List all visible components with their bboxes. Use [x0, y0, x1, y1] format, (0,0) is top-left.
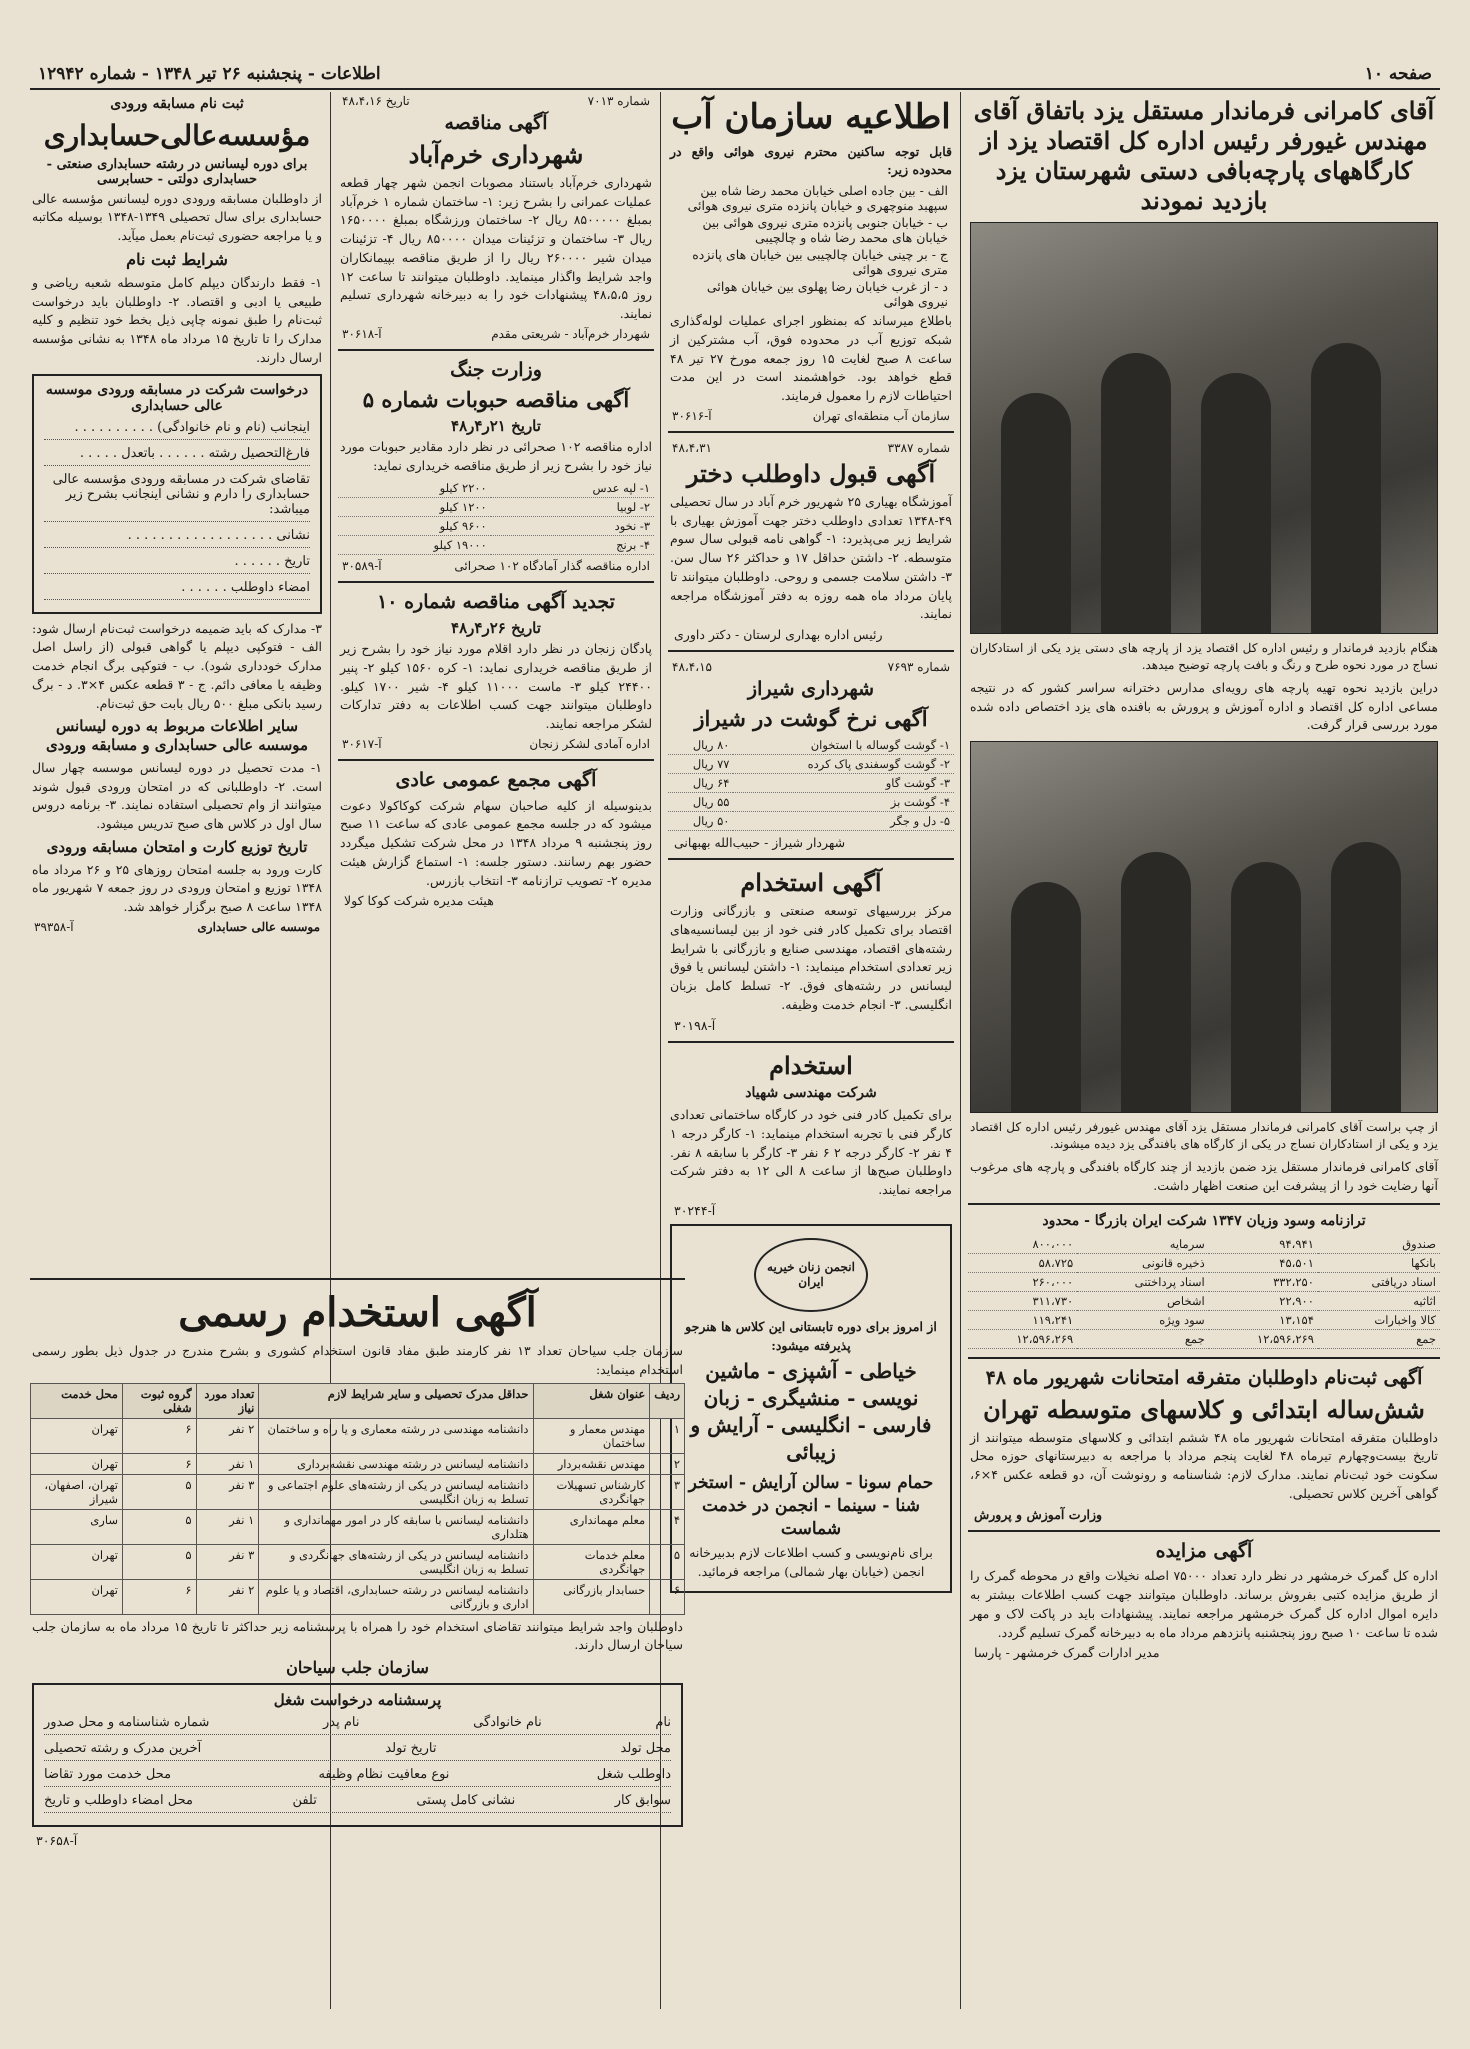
institute-sub-1: برای دوره لیسانس در رشته حسابداری صنعتی - — [46, 156, 308, 172]
employment-cell: معلم خدمات جهانگردی — [533, 1544, 650, 1579]
headline: آقای کامرانی فرماندار مستقل یزد باتفاق آقای مهندس غیورفر رئیس اداره کل اقتصاد یزد از کارگاههای پارچه‌بافی دستی شهرستان یزد بازدید نمودند — [973, 96, 1435, 215]
employment-cell: حسابدار بازرگانی — [533, 1579, 650, 1614]
job-form-fields — [40, 1715, 675, 1813]
water-area-list — [668, 183, 954, 309]
ad-title: آگهی مجمع عمومی عادی — [395, 768, 597, 791]
employment-cell: ۶ — [122, 1453, 196, 1474]
meat-price-cell: ۵۰ ریال — [668, 812, 733, 831]
ad-signature: رئیس اداره بهداری لرستان - دکتر داوری — [674, 627, 883, 642]
auction-title: آگهی مزایده — [1155, 1539, 1253, 1562]
balance-cell: کالا واخبارات — [1318, 1310, 1440, 1329]
ad-body: آموزشگاه بهیاری ۲۵ شهریور خرم آباد در سال تحصیلی ۴۹-۱۳۴۸ تعدادی داوطلب دختر جهت آموزش بهیاری با شرایط زیر می‌پذیرد: ۱- گواهی نامه قبولی سال سوم متوسطه. ۲- داشتن حداقل ۱۷ و حداکثر ۲۶ سال سن. ۳- داشتن سلامت جسمی و روحی. داوطلبان میتوانند تا پایان مرداد ماه همه روزه به دفتر آموزشگاه مراجعه نمایند. — [670, 493, 953, 622]
job-form-field: تلفن — [292, 1793, 317, 1808]
meat-price-row — [668, 774, 954, 793]
ad-org: شهرداری شیراز — [747, 678, 875, 700]
balance-cell: جمع — [1318, 1329, 1440, 1348]
employment-cell: ۳ — [650, 1474, 685, 1509]
balance-cell: ۲۲،۹۰۰ — [1209, 1291, 1318, 1310]
employment-cell: ۲ نفر — [196, 1418, 259, 1453]
ad-org: وزارت جنگ — [450, 358, 542, 381]
auction-text: اداره کل گمرک خرمشهر در نظر دارد تعداد ۷۵۰۰۰ اصله نخیلات واقع در محوطه گمرک را از طریق مزایده کتبی بفروش برساند. داوطلبان میتوانند جهت کسب اطلاعات بیشتر به دایره اموال اداره کل گمرک خرمشهر مراجعه نمایند. پیشنهادات باید در پاکت لاک و مهر شده تا ساعت ۱۰ صبح روز پنجشنبه پانزدهم مرداد ماه به دبیرخانه گمرک تسلیم گردد. — [970, 1568, 1438, 1640]
institute-intro: از داوطلبان مسابقه ورودی دوره لیسانس مؤسسه عالی حسابداری برای سال تحصیلی ۱۳۴۹-۱۳۴۸ بوسیله مکاتبه و یا مراجعه حضوری ثبت‌نام بعمل میآید. — [32, 190, 322, 243]
notice-subtitle: شش‌ساله ابتدائی و کلاسهای متوسطه تهران — [983, 1394, 1425, 1424]
ad-footer — [342, 737, 650, 751]
job-form-field: سوابق کار — [614, 1793, 671, 1808]
ad-org: شهرداری خرم‌آباد — [408, 139, 584, 169]
employment-title: آگهی استخدام رسمی — [178, 1289, 537, 1336]
balance-cell: ۱۲،۵۹۶،۲۶۹ — [968, 1329, 1077, 1348]
ad-date: تاریخ ۲۶ر۴ر۴۸ — [451, 619, 541, 637]
divider — [668, 1041, 954, 1043]
column-rule — [960, 92, 961, 2009]
ad-body: بدینوسیله از کلیه صاحبان سهام شرکت کوکاکولا دعوت میشود که در جلسه مجمع عمومی عادی که ساعت ۱۱ صبح روز پنجشنبه ۹ مرداد ۱۳۴۸ در محل شرکت تشکیل میگردد حضور بهم رسانند. دستور جلسه: ۱- استماع گزارش هیئت مدیره ۲- تصویب ترازنامه ۳- انتخاب بازرس. — [340, 797, 653, 888]
ad-org: شرکت مهندسی شهیاد — [745, 1084, 877, 1101]
form-line: اینجانب (نام و نام خانوادگی) . . . . . . . . . . — [44, 420, 310, 440]
ad-title: آگهی قبول داوطلب دختر — [686, 458, 936, 488]
ad-code: آ-۳۰۶۱۶ — [672, 408, 712, 423]
balance-row — [968, 1253, 1440, 1272]
balance-cell: صندوق — [1318, 1235, 1440, 1254]
meat-price-row — [668, 793, 954, 812]
employment-cell: دانشنامه لیسانس در یکی از رشته‌های علوم اجتماعی و تسلط به زبان انگلیسی — [259, 1474, 533, 1509]
employment-cell: ۳ نفر — [196, 1544, 259, 1579]
form-line: نشانی . . . . . . . . . . . . . . . . . . — [44, 528, 310, 548]
grain-cell: ۹۶۰۰ کیلو — [338, 517, 491, 536]
employment-cell: ساری — [31, 1509, 123, 1544]
employment-cell: ۵ — [122, 1509, 196, 1544]
employment-row — [31, 1418, 685, 1453]
employment-row — [31, 1474, 685, 1509]
divider — [668, 650, 954, 652]
form-line: تاریخ . . . . . . — [44, 554, 310, 574]
form-line: امضاء داوطلب . . . . . . — [44, 580, 310, 600]
ad-code: آ-۳۰۲۴۴ — [674, 1202, 716, 1218]
balance-cell: ۱۱۹،۲۴۱ — [968, 1310, 1077, 1329]
ad-meta — [672, 660, 950, 674]
job-application-form — [32, 1683, 683, 1827]
job-form-row — [44, 1793, 671, 1813]
grain-cell: ۳- نخود — [491, 517, 654, 536]
grain-cell: ۱۹۰۰۰ کیلو — [338, 536, 491, 555]
divider — [968, 1203, 1440, 1205]
employment-cell: ۱ نفر — [196, 1453, 259, 1474]
employment-footer: داوطلبان واجد شرایط میتوانند تقاضای استخدام خود را همراه با پرسشنامه زیر حداکثر تا تاریخ ۱۵ مرداد ماه به سازمان جلب سیاحان ارسال دارند. — [32, 1618, 683, 1653]
form-title: درخواست شرکت در مسابقه ورودی موسسه عالی حسابداری — [45, 381, 309, 414]
balance-cell: ۸۰۰،۰۰۰ — [968, 1235, 1077, 1254]
employment-cell: معلم مهمانداری — [533, 1509, 650, 1544]
employment-table — [30, 1383, 685, 1615]
column-3 — [338, 92, 654, 1259]
society-logo: انجمن زنان خیریه ایران — [754, 1238, 868, 1312]
meat-price-cell: ۶۴ ریال — [668, 774, 733, 793]
ad-title: آگهی نرخ گوشت در شیراز — [694, 705, 928, 731]
employment-cell: تهران — [31, 1418, 123, 1453]
notice-text: داوطلبان متفرقه امتحانات شهریور ماه ۴۸ ششم ابتدائی و کلاسهای متوسطه میتوانند از تاریخ بیست‌وچهارم تیرماه ۴۸ لغایت پنجم مرداد با مراجعه به دبیرستانهای حوزه محل سکونت خود ثبت‌نام نمایند. مدارک لازم: شناسنامه و رونوشت آن، دو قطعه عکس ۴×۶، گواهی آخرین کلاس تحصیلی. — [970, 1429, 1439, 1501]
meat-price-cell: ۳- گوشت گاو — [733, 774, 954, 793]
job-form-field: نوع معافیت نظام وظیفه — [318, 1767, 450, 1782]
employment-cell: ۳ نفر — [196, 1474, 259, 1509]
exam-date-body: کارت ورود به جلسه امتحان روزهای ۲۵ و ۲۶ مرداد ماه ۱۳۴۸ توزیع و امتحان ورودی در روز جمعه ۷ شهریور ماه ۱۳۴۸ ساعت ۸ صبح برگزار خواهد شد. — [32, 861, 322, 914]
employment-cell: ۱ — [650, 1418, 685, 1453]
page-header — [30, 60, 1440, 90]
ad-signature: اداره مناقصه گذار آمادگاه ۱۰۲ صحرائی — [454, 559, 650, 574]
water-notice-signature: سازمان آب منطقه‌ای تهران — [812, 408, 950, 423]
column-1 — [968, 92, 1440, 2009]
ad-date: تاریخ ۴۸،۴،۱۶ — [342, 94, 410, 108]
employment-cell: تهران، اصفهان، شیراز — [31, 1474, 123, 1509]
balance-cell: ۲۶۰،۰۰۰ — [968, 1272, 1077, 1291]
ad-date: ۴۸،۴،۱۵ — [672, 660, 712, 674]
ad-date: تاریخ ۲۱ر۴ر۴۸ — [451, 416, 541, 435]
employment-column-header: حداقل مدرک تحصیلی و سایر شرایط لازم — [259, 1383, 533, 1418]
employment-signature: سازمان جلب سیاحان — [286, 1658, 429, 1677]
photo-figure — [1121, 852, 1191, 1112]
balance-cell: ۱۳،۱۵۴ — [1209, 1310, 1318, 1329]
grain-cell: ۲۲۰۰ کیلو — [338, 479, 491, 498]
water-area-item: د - از غرب خیابان رضا پهلوی بین خیابان هوائی نیروی هوائی — [706, 279, 948, 309]
employment-row — [31, 1579, 685, 1614]
balance-cell: سرمایه — [1077, 1235, 1208, 1254]
exam-head: ثبت نام مسابقه ورودی — [110, 96, 244, 112]
job-form-field: محل امضاء داوطلب و تاریخ — [44, 1793, 193, 1808]
other-info-title: سایر اطلاعات مربوط به دوره لیسانس موسسه عالی حسابداری و مسابقه ورودی — [45, 717, 309, 754]
balance-cell: سود ویژه — [1077, 1310, 1208, 1329]
documents-body: ۳- مدارک که باید ضمیمه درخواست ثبت‌نام ارسال شود: الف - فتوکپی دیپلم یا گواهی قبولی (از راسل اصل مدارک خودداری شود). ب - فتوکپی برگ انجام خدمت وظیفه یا معافی دائم. ج - ۳ قطعه عکس ۴×۳. د - برگ رسید بانکی مبلغ ۵۰۰ ریال بابت حق ثبت‌نام. — [32, 620, 322, 711]
grain-row — [338, 517, 654, 536]
employment-intro: سازمان جلب سیاحان تعداد ۱۳ نفر کارمند طبق مفاد قانون استخدام کشوری و بشرح مندرج در جدول ذیل بطور رسمی استخدام مینماید: — [32, 1343, 683, 1377]
conditions-title: شرایط ثبت نام — [126, 249, 228, 269]
news-photo-2 — [970, 741, 1438, 1113]
job-form-field: داوطلب شغل — [596, 1767, 671, 1782]
job-form-field: شماره شناسنامه و محل صدور — [44, 1715, 210, 1730]
job-form-field: محل خدمت مورد تقاضا — [44, 1767, 172, 1782]
balance-cell: ذخیره قانونی — [1077, 1253, 1208, 1272]
balance-row — [968, 1329, 1440, 1348]
employment-column-header: محل خدمت — [31, 1383, 123, 1418]
masthead: اطلاعات - پنجشنبه ۲۶ تیر ۱۳۴۸ - شماره ۱۲۹۴۲ — [38, 64, 381, 84]
grain-table — [338, 479, 654, 555]
job-form-row — [44, 1715, 671, 1735]
divider — [668, 431, 954, 433]
grain-row — [338, 498, 654, 517]
photo-figure — [1201, 373, 1271, 633]
application-form — [32, 374, 322, 614]
divider — [338, 759, 654, 761]
notice-signature: وزارت آموزش و پرورش — [974, 1506, 1103, 1522]
ad-footer — [342, 559, 650, 573]
meat-price-cell: ۷۷ ریال — [668, 755, 733, 774]
ad-number: شماره ۳۳۸۷ — [887, 440, 950, 455]
employment-cell: دانشنامه لیسانس در رشته مهندسی نقشه‌برداری — [259, 1453, 533, 1474]
school-course-list: خیاطی - آشپزی - ماشین نویسی - منشیگری - زبان فارسی - انگلیسی - آرایش و زیبائی — [690, 1359, 932, 1465]
photo-figure — [1311, 343, 1381, 633]
water-area-item: ب - خیابان جنوبی پانزده متری نیروی هوائی بین خیابان های محمد رضا شاه و چالچیبی — [702, 215, 948, 245]
grain-cell: ۱۲۰۰ کیلو — [338, 498, 491, 517]
job-form-row — [44, 1767, 671, 1787]
photo-caption-1: هنگام بازدید فرماندار و رئیس اداره کل اقتصاد یزد از پارچه های دستی یزد یکی از استادکاران نساج در مورد نحوه طرح و رنگ و بافت پارچه توضیح میدهد. — [970, 641, 1438, 673]
water-area-item: ج - بر چینی خیابان چالچیبی بین خیابان های پانزده متری نیروی هوائی — [692, 247, 948, 277]
ad-code: آ-۳۰۶۱۸ — [342, 326, 382, 341]
photo-figure — [1011, 882, 1081, 1112]
meat-price-cell: ۴- گوشت بز — [733, 793, 954, 812]
employment-cell: ۱ نفر — [196, 1509, 259, 1544]
grain-cell: ۴- برنج — [491, 536, 654, 555]
institute-title: مؤسسه‌عالی‌حسابداری — [43, 118, 311, 152]
photo-figure — [1001, 393, 1071, 633]
ad-title: آگهی مناقصه حبوبات شماره ۵ — [362, 386, 630, 412]
balance-row — [968, 1291, 1440, 1310]
balance-table — [968, 1235, 1440, 1349]
auction-signature: مدیر ادارات گمرک خرمشهر - پارسا — [974, 1645, 1160, 1661]
notice-title: آگهی ثبت‌نام داوطلبان متفرقه امتحانات شهریور ماه ۴۸ — [985, 1366, 1423, 1389]
ad-body: برای تکمیل کادر فنی خود در کارگاه ساختمانی تعدادی کارگر فنی با تجربه استخدام مینماید: ۱- کارگر درجه ۱ ۴ نفر ۲- کارگر درجه ۲ ۶ نفر ۳- کارگر با سابقه ۸ نفر. داوطلبان صبح‌ها از ساعت ۸ الی ۱۲ به دفتر شرکت مراجعه نمایند. — [670, 1107, 952, 1197]
employment-cell: ۵ — [122, 1474, 196, 1509]
ad-signature: اداره آمادی لشکر زنجان — [529, 736, 650, 751]
school-head: از امروز برای دوره تابستانی این کلاس ها هنرجو پذیرفته میشود: — [685, 1318, 937, 1353]
employment-row — [31, 1544, 685, 1579]
meat-price-table — [668, 736, 954, 831]
exam-date-title: تاریخ توزیع کارت و امتحان مسابقه ورودی — [46, 837, 308, 856]
ad-code: آ-۳۰۶۱۷ — [342, 736, 382, 751]
divider — [338, 581, 654, 583]
ad-meta — [672, 441, 950, 455]
other-info-body: ۱- مدت تحصیل در دوره لیسانس موسسه چهار سال است. ۲- داوطلبانی که در امتحان ورودی قبول شوند میتوانند از وام تحصیلی استفاده نمایند. ۳- برنامه دروس سال اول در کلاس های صبح تدریس میشود. — [32, 759, 322, 831]
conditions-body: ۱- فقط دارندگان دیپلم کامل متوسطه شعبه ریاضی و طبیعی یا ادبی و اقتصاد. ۲- داوطلبان باید درخواست ثبت‌نام را طبق نمونه چاپی ذیل بخط خود تنظیم و کلیه مدارک را تا تاریخ ۱۵ مرداد ماه ۱۳۴۸ به نشانی مؤسسه ارسال دارند. — [32, 274, 323, 365]
form-line: تقاضای شرکت در مسابقه ورودی مؤسسه عالی حسابداری را دارم و نشانی اینجانب بشرح زیر میباشد: — [44, 472, 310, 522]
employment-cell: دانشنامه مهندسی در رشته معماری و یا راه و ساختمان — [259, 1418, 533, 1453]
balance-row — [968, 1272, 1440, 1291]
ad-body: مرکز بررسیهای توسعه صنعتی و بازرگانی وزارت اقتصاد برای تکمیل کادر فنی خود از بین لیسانسیه‌های رشته‌های اقتصاد، مهندسی صنایع و بازرگانی با شرایط زیر تعدادی استخدام مینماید: ۱- داشتن لیسانس یا فوق لیسانس در رشته‌های فوق. ۲- تسلط کامل بزبان انگلیسی. ۳- انجام خدمت وظیفه. — [670, 903, 952, 1012]
photo-figure — [1331, 842, 1401, 1112]
ad-number: شماره ۷۰۱۳ — [587, 94, 650, 108]
school-contact: برای نام‌نویسی و کسب اطلاعات لازم بدبیرخانه انجمن (خیابان بهار شمالی) مراجعه فرمائید. — [689, 1545, 933, 1579]
article-text-1: دراین بازدید نحوه تهیه پارچه های رویه‌ای مدارس دخترانه سراسر کشور که در نتیجه مساعی اداره کل اقتصاد و اداره آموزش و پرورش به بافنده های یزد اختصاص داده شده مورد بررسی قرار گرفت. — [970, 679, 1438, 733]
water-notice-footer — [672, 409, 950, 423]
employment-cell: ۲ — [650, 1453, 685, 1474]
balance-cell: ۴۵،۵۰۱ — [1209, 1253, 1318, 1272]
water-notice-subtitle: قابل توجه ساکنین محترم نیروی هوائی واقع در محدوده زیر: — [670, 143, 952, 178]
employment-cell: تهران — [31, 1579, 123, 1614]
ad-signature: شهردار خرم‌آباد - شریعتی مقدم — [491, 326, 650, 341]
article-text-2: آقای کامرانی فرماندار مستقل یزد ضمن بازدید از چند کارگاه بافندگی و پارچه های مرغوب آنها رضایت خود را از پیشرفت این صنعت اظهار داشت. — [970, 1158, 1438, 1193]
balance-cell: ۵۸،۷۲۵ — [968, 1253, 1077, 1272]
balance-cell: ۹۴،۹۴۱ — [1209, 1235, 1318, 1254]
ad-date: ۴۸،۴،۳۱ — [672, 440, 712, 455]
employment-cell: مهندس نقشه‌بردار — [533, 1453, 650, 1474]
job-form-field: نشانی کامل پستی — [416, 1793, 516, 1808]
employment-column-header: ردیف — [650, 1383, 685, 1418]
meat-price-row — [668, 755, 954, 774]
ad-title: تجدید آگهی مناقصه شماره ۱۰ — [377, 591, 615, 614]
ad-code: آ-۳۰۵۸۹ — [342, 559, 382, 574]
column-2 — [668, 92, 954, 2009]
meat-price-row — [668, 736, 954, 755]
job-form-row — [44, 1741, 671, 1761]
job-form-field: محل تولد — [620, 1741, 671, 1756]
water-notice-title: اطلاعیه سازمان آب — [671, 97, 951, 137]
ad-number: شماره ۷۶۹۳ — [887, 660, 950, 674]
water-notice-body: باطلاع میرساند که بمنظور اجرای عملیات لوله‌گذاری شبکه توزیع آب در محدوده فوق، آب مشترکین از ساعت ۸ صبح لغایت ۱۵ روز جمعه مورخ ۲۷ تیر ۴۸ قطع خواهد بود. خواهشمند است در این مدت احتیاطات لازم را معمول فرمایند. — [670, 313, 952, 403]
ad-footer — [342, 327, 650, 341]
page-number: صفحه ۱۰ — [1364, 64, 1432, 84]
grain-row — [338, 479, 654, 498]
grain-cell: ۱- لپه عدس — [491, 479, 654, 498]
ad-title: آگهی مناقصه — [444, 112, 548, 134]
employment-cell: دانشنامه لیسانس با سابقه کار در امور مهمانداری و هتلداری — [259, 1509, 533, 1544]
employment-cell: ۵ — [122, 1544, 196, 1579]
employment-cell: ۶ — [650, 1579, 685, 1614]
ad-title: استخدام — [769, 1050, 853, 1080]
divider — [338, 349, 654, 351]
divider — [30, 1278, 685, 1280]
job-form-field: آخرین مدرک و رشته تحصیلی — [44, 1741, 202, 1756]
meat-price-cell: ۸۰ ریال — [668, 736, 733, 755]
institute-sub-2: حسابداری دولتی - حسابرسی — [97, 171, 257, 187]
employment-cell: مهندس معمار و ساختمان — [533, 1418, 650, 1453]
employment-cell: ۶ — [122, 1579, 196, 1614]
balance-row — [968, 1310, 1440, 1329]
ad-signature: هیئت مدیره شرکت کوکا کولا — [344, 893, 494, 909]
school-ad — [670, 1224, 952, 1593]
photo-figure — [1101, 353, 1171, 633]
institute-signature: موسسه عالی حسابداری — [197, 919, 320, 934]
photo-figure — [1231, 862, 1301, 1112]
ad-meta — [342, 94, 650, 108]
employment-row — [31, 1453, 685, 1474]
employment-cell: ۵ — [650, 1544, 685, 1579]
balance-cell: جمع — [1077, 1329, 1208, 1348]
photo-caption-2: از چپ براست آقای کامرانی فرماندار مستقل یزد آقای مهندس غیورفر رئیس اداره کل اقتصاد یزد و یکی از استادکاران نساج در یکی از کارگاه های بافندگی یزد دیده میشوند. — [970, 1120, 1438, 1152]
ad-body: اداره مناقصه ۱۰۲ صحرائی در نظر دارد مقادیر حبوبات مورد نیاز خود را بشرح زیر از طریق مناقصه خریداری نماید: — [340, 438, 652, 473]
employment-cell: کارشناس تسهیلات جهانگردی — [533, 1474, 650, 1509]
ad-code: آ-۳۰۱۹۸ — [674, 1017, 716, 1033]
column-4 — [30, 92, 324, 1259]
employment-cell: تهران — [31, 1453, 123, 1474]
balance-cell: اشخاص — [1077, 1291, 1208, 1310]
job-form-field: نام — [655, 1715, 671, 1730]
balance-cell: اسناد دریافتی — [1318, 1272, 1440, 1291]
job-form-title: پرسشنامه درخواست شغل — [273, 1691, 442, 1709]
meat-price-cell: ۱- گوشت گوساله با استخوان — [733, 736, 954, 755]
employment-cell: دانشنامه لیسانس در رشته حسابداری، اقتصاد و یا علوم اداری و بازرگانی — [259, 1579, 533, 1614]
meat-price-cell: ۲- گوشت گوسفندی پاک کرده — [733, 755, 954, 774]
institute-footer — [34, 920, 320, 934]
job-form-field: تاریخ تولد — [385, 1741, 437, 1756]
employment-cell: ۲ نفر — [196, 1579, 259, 1614]
ad-signature: شهردار شیراز - حبیب‌الله بهبهانی — [674, 835, 846, 850]
job-form-field: نام پدر — [323, 1715, 360, 1730]
employment-row — [31, 1509, 685, 1544]
employment-cell: ۴ — [650, 1509, 685, 1544]
meat-price-row — [668, 812, 954, 831]
divider — [968, 1530, 1440, 1532]
employment-ad — [30, 1270, 685, 1850]
grain-cell: ۲- لوبیا — [491, 498, 654, 517]
grain-row — [338, 536, 654, 555]
water-area-item: الف - بین جاده اصلی خیابان محمد رضا شاه بین سپهبد منوچهری و خیابان پانزده متری نیروی هوائی — [687, 183, 948, 213]
employment-column-header: گروه ثبوت شغلی — [122, 1383, 196, 1418]
balance-cell: ۳۱۱،۷۳۰ — [968, 1291, 1077, 1310]
employment-cell: ۶ — [122, 1418, 196, 1453]
meat-price-cell: ۵- دل و جگر — [733, 812, 954, 831]
ad-body: پادگان زنجان در نظر دارد اقلام مورد نیاز خود را بشرح زیر از طریق مناقصه خریداری نماید: ۱- کره ۱۵۶۰ کیلو ۲- پنیر ۲۴۴۰۰ کیلو ۳- ماست ۱۱۰۰۰ کیلو ۴- شیر ۱۷۰۰ کیلو. داوطلبان میتوانند جهت کسب اطلاعات به دفتر تدارکات لشکر مراجعه نمایند. — [340, 641, 652, 731]
ad-code: آ-۳۹۳۵۸ — [34, 919, 74, 934]
employment-column-header: عنوان شغل — [533, 1383, 650, 1418]
ad-title: آگهی استخدام — [740, 868, 882, 897]
balance-title: ترازنامه وسود وزیان ۱۳۴۷ شرکت ایران بازرگا - محدود — [1042, 1213, 1366, 1230]
news-photo-1 — [970, 222, 1438, 634]
balance-cell: ۱۲،۵۹۶،۲۶۹ — [1209, 1329, 1318, 1348]
school-facilities: حمام سونا - سالن آرایش - استخر شنا - سینما - انجمن در خدمت شماست — [688, 1473, 934, 1540]
balance-row — [968, 1235, 1440, 1254]
form-lines — [40, 420, 314, 600]
balance-cell: ۳۳۲،۲۵۰ — [1209, 1272, 1318, 1291]
balance-cell: اثاثیه — [1318, 1291, 1440, 1310]
ad-code: آ-۳۰۶۵۸ — [36, 1833, 78, 1848]
balance-cell: اسناد پرداختنی — [1077, 1272, 1208, 1291]
ad-body: شهرداری خرم‌آباد باستناد مصوبات انجمن شهر چهار قطعه عملیات عمرانی را بشرح زیر: ۱- ساختمان شماره ۱ خرم‌آباد بمبلغ ۸۵۰۰۰۰۰ ریال ۲- ساختمان ورزشگاه بمبلغ ۱۶۵۰۰۰۰ ریال ۳- ساختمان و تزئینات میدان ۸۵۰۰۰۰ ریال ۴- تزئینات میدان شیر ۲۶۰۰۰۰ ریال را از طریق مناقصه بپیمانکاران واجد شرایط واگذار مینماید. داوطلبان میتوانند تا ساعت ۱۲ روز ۴۸،۵،۵ پیشنهادات خود را به دبیرخانه شهرداری تسلیم نمایند. — [340, 174, 652, 321]
divider — [968, 1357, 1440, 1359]
meat-price-cell: ۵۵ ریال — [668, 793, 733, 812]
form-line: فارغ‌التحصیل رشته . . . . . . باتعدل . . . . . — [44, 446, 310, 466]
employment-cell: تهران — [31, 1544, 123, 1579]
balance-cell: بانکها — [1318, 1253, 1440, 1272]
employment-column-header: تعداد مورد نیاز — [196, 1383, 259, 1418]
job-form-field: نام خانوادگی — [473, 1715, 542, 1730]
employment-cell: دانشنامه لیسانس در یکی از رشته‌های جهانگردی و تسلط به زبان انگلیسی — [259, 1544, 533, 1579]
divider — [668, 858, 954, 860]
